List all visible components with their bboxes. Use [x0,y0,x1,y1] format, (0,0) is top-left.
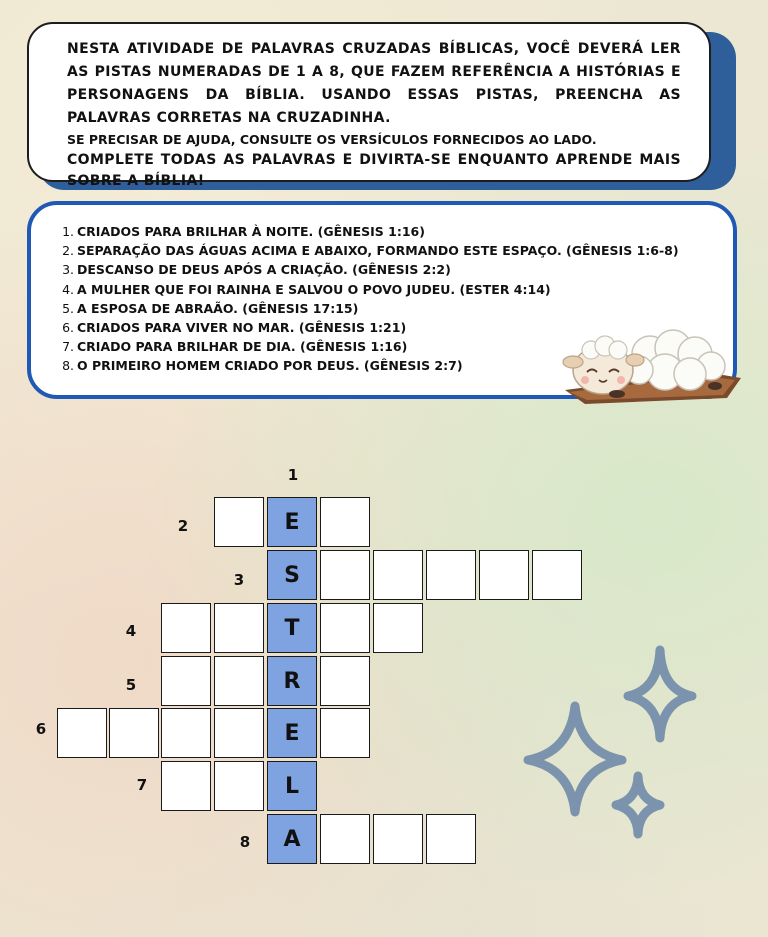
clue-4: 4. A MULHER QUE FOI RAINHA E SALVOU O POVO JUDEU. (ESTER 4:14) [62,281,551,297]
sparkle-star-top-icon [628,650,692,738]
key-letter-cell: T [267,603,317,653]
key-letter-cell: R [267,656,317,706]
crossword-cell[interactable] [320,656,370,706]
intro-paragraph-1: NESTA ATIVIDADE DE PALAVRAS CRUZADAS BÍBLICAS, VOCÊ DEVERÁ LER AS PISTAS NUMERADAS DE 1 A 8, QUE FAZEM REFERÊNCIA A HISTÓRIAS E PERSONAGENS DA BÍBLIA. USANDO ESSAS PISTAS, PREENCHA AS PALAVRAS CORRETAS NA CRUZADINHA. [67,41,681,126]
crossword-cell[interactable] [161,656,211,706]
clue-1: 1. CRIADOS PARA BRILHAR À NOITE. (GÊNESIS 1:16) [62,224,425,239]
clue-2: 2. SEPARAÇÃO DAS ÁGUAS ACIMA E ABAIXO, FORMANDO ESTE ESPAÇO. (GÊNESIS 1:6-8) [62,243,679,259]
crossword-cell[interactable] [161,708,211,758]
intro-paragraph-2: SE PRECISAR DE AJUDA, CONSULTE OS VERSÍCULOS FORNECIDOS AO LADO. [67,132,597,147]
row-number-6: 6 [35,720,47,738]
sparkle-star-large-icon [528,706,622,812]
key-letter-cell: A [267,814,317,864]
clue-5: 5. A ESPOSA DE ABRAÃO. (GÊNESIS 17:15) [62,300,359,316]
column-number-1: 1 [287,466,299,484]
crossword-cell[interactable] [214,603,264,653]
crossword-cell[interactable] [109,708,159,758]
key-letter-cell: E [267,708,317,758]
crossword-cell[interactable] [214,708,264,758]
crossword-cell[interactable] [214,656,264,706]
crossword-cell[interactable] [373,603,423,653]
key-letter-cell: S [267,550,317,600]
clue-6: 6. CRIADOS PARA VIVER NO MAR. (GÊNESIS 1:21) [62,320,407,336]
clue-8: 8. O PRIMEIRO HOMEM CRIADO POR DEUS. (GÊNESIS 2:7) [62,358,463,374]
sparkle-star-small-icon [616,776,660,834]
crossword-cell[interactable] [320,708,370,758]
crossword-cell[interactable] [161,761,211,811]
crossword-cell[interactable] [320,550,370,600]
crossword-cell[interactable] [161,603,211,653]
crossword-cell[interactable] [479,550,529,600]
row-number-7: 7 [136,776,148,794]
row-number-3: 3 [233,571,245,589]
key-letter-cell: L [267,761,317,811]
crossword-cell[interactable] [214,497,264,547]
crossword-cell[interactable] [320,497,370,547]
crossword-cell[interactable] [57,708,107,758]
clue-3: 3. DESCANSO DE DEUS APÓS A CRIAÇÃO. (GÊNESIS 2:2) [62,262,451,278]
row-number-5: 5 [125,676,137,694]
clue-7: 7. CRIADO PARA BRILHAR DE DIA. (GÊNESIS 1:16) [62,339,408,355]
crossword-cell[interactable] [426,814,476,864]
crossword-cell[interactable] [373,814,423,864]
sparkle-stars-decoration [500,640,720,850]
row-number-2: 2 [177,517,189,535]
crossword-cell[interactable] [373,550,423,600]
key-letter-cell: E [267,497,317,547]
crossword-cell[interactable] [320,603,370,653]
crossword-cell[interactable] [214,761,264,811]
crossword-cell[interactable] [532,550,582,600]
intro-paragraph-3: COMPLETE TODAS AS PALAVRAS E DIVIRTA-SE ENQUANTO APRENDE MAIS SOBRE A BÍBLIA! [67,152,681,189]
crossword-cell[interactable] [426,550,476,600]
row-number-8: 8 [239,833,251,851]
crossword-cell[interactable] [320,814,370,864]
row-number-4: 4 [125,622,137,640]
